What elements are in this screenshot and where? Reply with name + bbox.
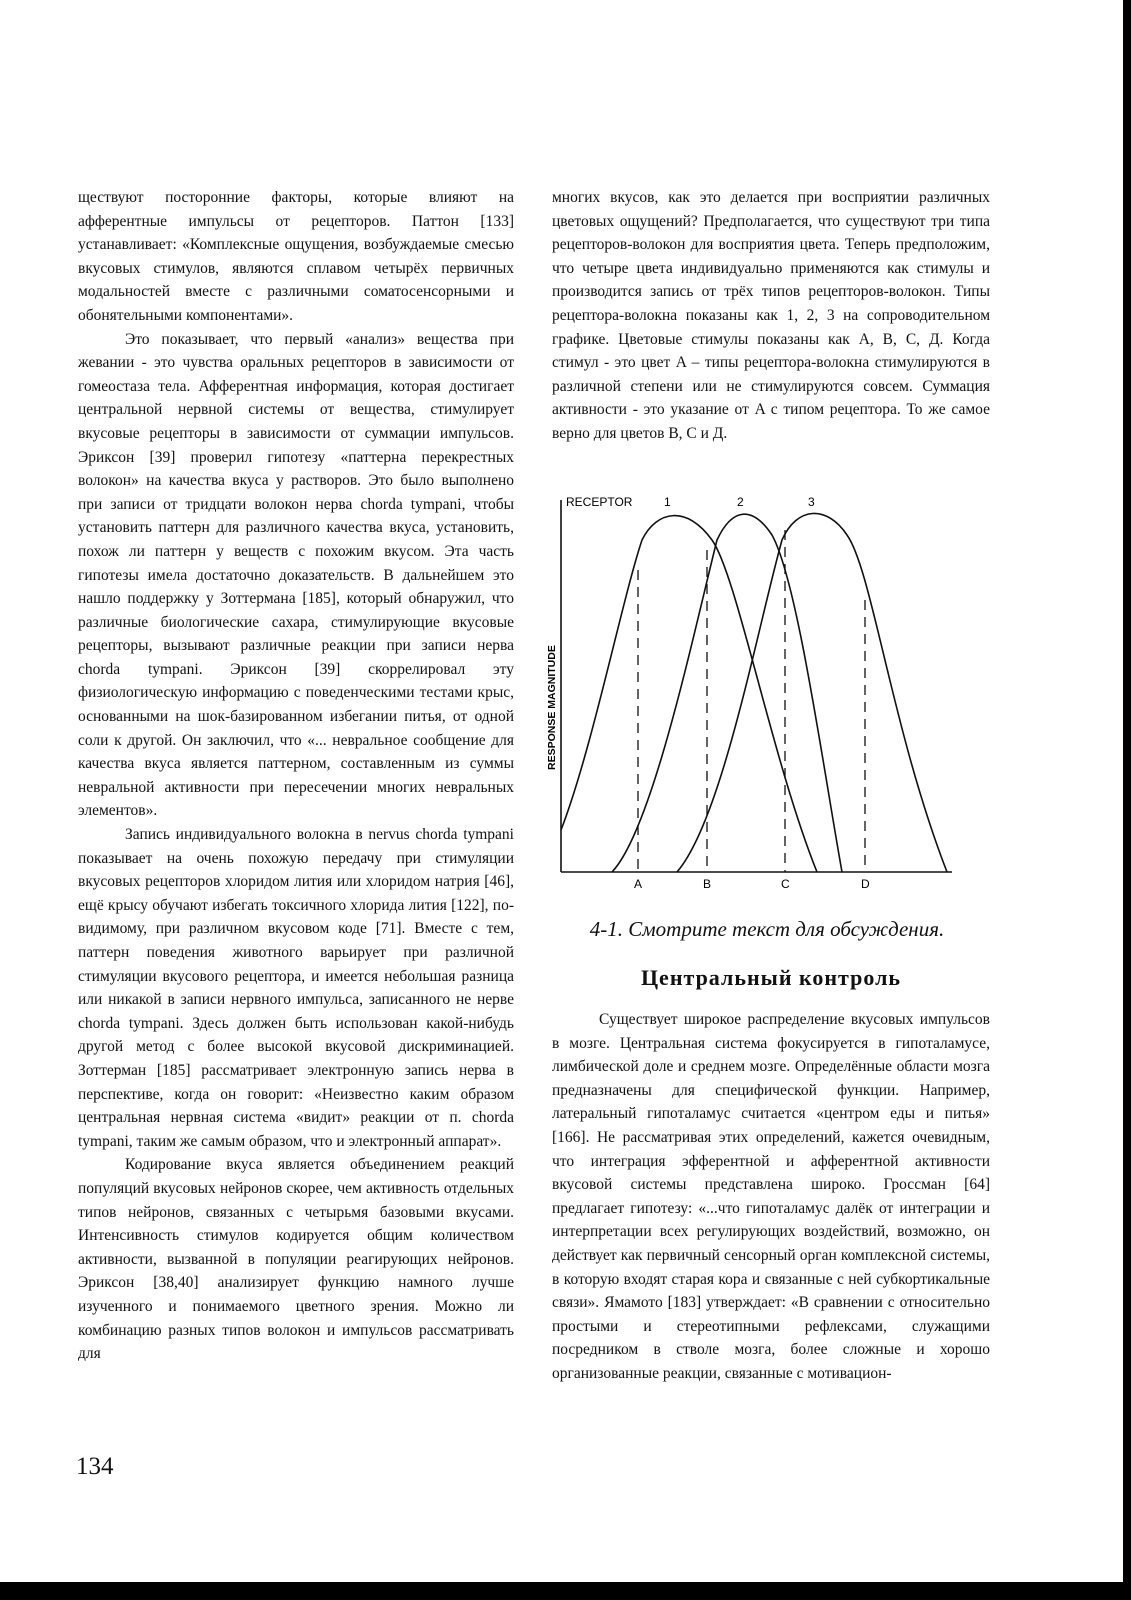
section-heading: Центральный контроль xyxy=(640,965,902,990)
paragraph: Запись индивидуального волокна в nervus chorda tympani показывает на очень похожую передачу при стимуляции вкусовых рецепторов хлоридом лития или хлоридом натрия [46], ещё крысу обучают избегать токсичного хлорида лития [122], по-видимому, при различном вкусовом коде [71]. Вместе с тем, паттерн поведения животного варьирует при различной стимуляции вкусового рецептора, и имеется небольшая разница или никакой в записи нервного импульса, записанного не нерве chorda tympani. Здесь должен быть использован какой-нибудь другой метод с более высокой вкусовой дискриминацией. Зоттерман [185] рассматривает электронную запись нерва в перспективе, когда он говорит: «Неизвестно каким образом центральная нервная система «видит» реакции от п. chorda tympani, таким же самым образом, что и электронный аппарат». xyxy=(78,826,514,1150)
receptor-number: 2 xyxy=(737,495,744,509)
paragraph: Кодирование вкуса является объединением реакций популяций вкусовых нейронов скорее, чем активность отдельных типов нейронов, связанных с четырьмя базовыми вкусами. Интенсивность стимулов кодируется общим количеством активности, вызванной в популяции реагирующих нейронов. Эриксон [38,40] анализирует функцию намного лучше изученного и понимаемого цветного зрения. Можно ли комбинацию разных типов волокон и импульсов рассматривать для xyxy=(78,1156,514,1363)
page-number: 134 xyxy=(76,1453,114,1480)
paragraph: многих вкусов, как это делается при восприятии различных цветовых ощущений? Предполагается, что существуют три типа рецепторов-волокон для восприятия цвета. Теперь предположим, что четыре цвета индивидуально применяются как стимулы и производится запись от трёх типов рецепторов-волокон. Типы рецептора-волокна показаны как 1, 2, 3 на сопроводительном графике. Цветовые стимулы показаны как A, B, C, Д. Когда стимул - это цвет A – типы рецептора-волокна стимулируются в различной степени или не стимулируются совсем. Суммация активности - это указание от A с типом рецептора. То же самое верно для цветов B, C и Д. xyxy=(552,189,990,442)
response-chart xyxy=(546,495,982,920)
stimulus-label: D xyxy=(861,877,870,891)
receptor-response-figure xyxy=(546,495,982,920)
receptor-label: RECEPTOR xyxy=(566,495,633,509)
receptor-curve-1 xyxy=(561,516,817,872)
receptor-curve-2 xyxy=(612,514,842,872)
paragraph: Существует широкое распределение вкусовых импульсов в мозге. Центральная система фокусируется в гипоталамусе, лимбической доле и среднем мозге. Определённые области мозга предназначены для специфической функции. Например, латеральный гипоталамус считается «центром еды и питья» [166]. Не рассматривая этих определений, кажется очевидным, что интеграция эфферентной и афферентной активности вкусовой системы представлена широко. Гроссман [64] предлагает гипотезу: «...что гипоталамус далёк от интеграции и интерпретации всех регулирующих воздействий, возможно, он действует как первичный сенсорный орган комплексной системы, в которую входят старая кора и связанные с ней субкортикальные связи». Ямамото [183] утверждает: «В сравнении с относительно простыми и стереотипными рефлексами, служащими посредником в стволе мозга, более сложные и хорошо организованные реакции, связанные с мотивацион- xyxy=(552,1011,990,1382)
stimulus-label: B xyxy=(703,877,712,891)
paragraph: Это показывает, что первый «анализ» вещества при жевании - это чувства оральных рецепторов в зависимости от гомеостаза тела. Афферентная информация, которая достигает центральной нервной системы от вещества, стимулирует вкусовые рецепторы в зависимости от суммации импульсов. Эриксон [39] проверил гипотезу «паттерна перекрестных волокон» на качества вкуса у растворов. Это было выполнено при записи от тридцати волокон нерва chorda tympani, чтобы установить паттерн для различного качества вкуса, установить, похож ли паттерн у веществ с похожим вкусом. Эта часть гипотезы имела достаточно доказательств. В дальнейшем это нашло поддержку у Зоттермана [185], который обнаружил, что различные биологические сахара, стимулирующие вкусовые рецепторы, вызывают различные реакции при записи нерва chorda tympani. Эриксон [39] скоррелировал эту физиологическую информацию с поведенческими тестами крыс, основанными на шок-базированном избегании питья, от одной соли к другой. Он заключил, что «... невральное сообщение для качества вкуса является паттерном, составленным из суммы невральной активности при пересечении многих невральных элементов». xyxy=(78,330,514,820)
receptor-number: 3 xyxy=(808,495,815,509)
left-column xyxy=(78,186,514,1366)
scan-border-bottom xyxy=(0,1582,1131,1600)
scan-border-right xyxy=(1123,0,1131,1600)
figure-caption: 4-1. Смотрите текст для обсуждения. xyxy=(589,917,945,941)
y-axis-label: RESPONSE MAGNITUDE xyxy=(546,645,558,770)
right-column-bottom xyxy=(552,1008,990,1386)
receptor-number: 1 xyxy=(664,495,671,509)
paragraph: ществуют посторонние факторы, которые влияют на афферентные импульсы от рецепторов. Паттон [133] устанавливает: «Комплексные ощущения, возбуждаемые смесью вкусовых стимулов, являются сплавом четырёх первичных модальностей вместе с различными соматосенсорными и обонятельными компонентами». xyxy=(78,189,514,324)
stimulus-label: C xyxy=(781,877,790,891)
right-column-top xyxy=(552,186,990,446)
stimulus-label: A xyxy=(634,877,643,891)
